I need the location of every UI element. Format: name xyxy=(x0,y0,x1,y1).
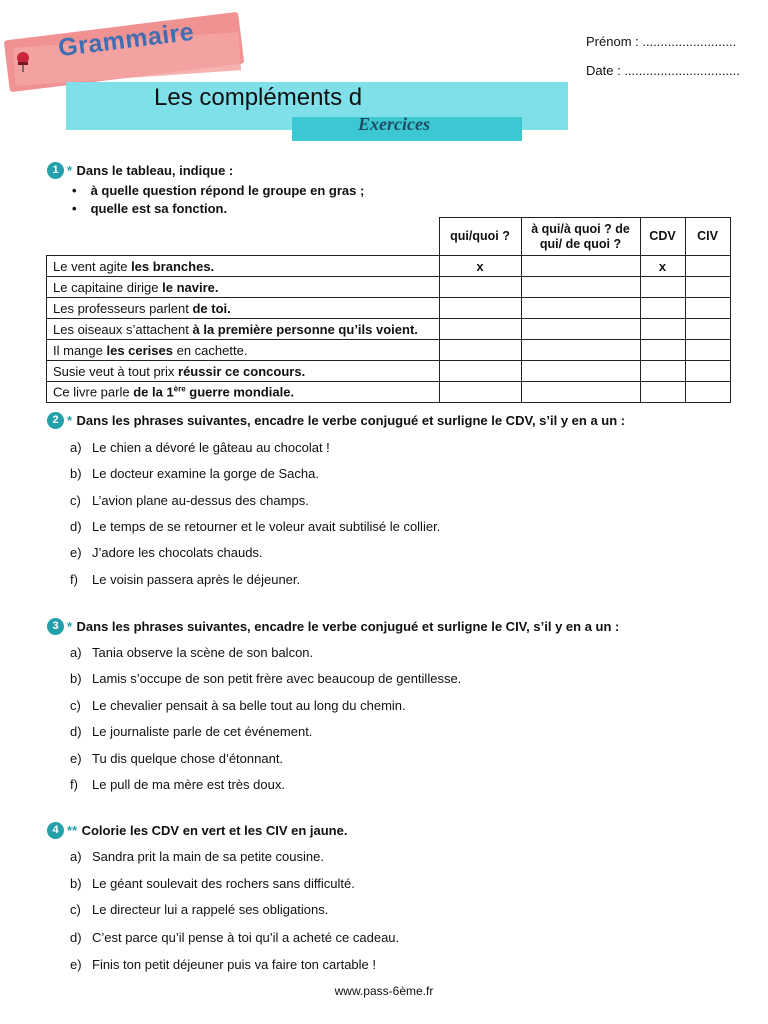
table-row xyxy=(47,256,731,277)
table-row xyxy=(47,340,731,361)
list-item: b) Lamis s’occupe de son petit frère avec beaucoup de gentillesse. xyxy=(70,671,462,686)
table-row xyxy=(47,319,731,340)
answer-cell[interactable] xyxy=(640,361,685,382)
exercise-number: 1 xyxy=(47,162,64,179)
answer-cell[interactable] xyxy=(439,340,521,361)
answer-cell[interactable] xyxy=(640,382,685,403)
answer-cell[interactable]: x xyxy=(439,256,521,277)
bullet-item: • à quelle question répond le groupe en gras ; xyxy=(72,183,365,198)
answer-cell[interactable] xyxy=(685,256,730,277)
list-item: d) C’est parce qu’il pense à toi qu’il a acheté ce cadeau. xyxy=(70,930,400,945)
answer-cell[interactable] xyxy=(685,382,730,403)
answer-cell[interactable] xyxy=(521,382,640,403)
answer-cell[interactable] xyxy=(439,277,521,298)
exercise-instruction: Colorie les CDV en vert et les CIV en jaune. xyxy=(81,823,348,838)
page-subtitle: Exercices xyxy=(358,114,430,134)
answer-cell[interactable] xyxy=(640,340,685,361)
list-item: c) L’avion plane au-dessus des champs. xyxy=(70,493,309,508)
answer-cell[interactable] xyxy=(439,319,521,340)
column-header: qui/quoi ? xyxy=(439,218,521,256)
list-item: e) J’adore les chocolats chauds. xyxy=(70,545,263,560)
exercise-3-heading xyxy=(67,618,619,636)
sentence-cell: Le vent agite les branches. xyxy=(47,256,440,277)
exercise-instruction: Dans les phrases suivantes, encadre le verbe conjugué et surligne le CDV, s’il y en a un : xyxy=(76,413,626,428)
answer-cell[interactable] xyxy=(439,382,521,403)
list-item: c) Le chevalier pensait à sa belle tout au long du chemin. xyxy=(70,698,406,713)
table-row xyxy=(47,382,731,403)
answer-cell[interactable] xyxy=(521,319,640,340)
table-row xyxy=(47,298,731,319)
sentence-cell: Susie veut à tout prix réussir ce concours. xyxy=(47,361,440,382)
sentence-cell: Les professeurs parlent de toi. xyxy=(47,298,440,319)
badge-label: Grammaire xyxy=(56,17,196,63)
list-item: b) Le docteur examine la gorge de Sacha. xyxy=(70,466,319,481)
exercise-number: 2 xyxy=(47,412,64,429)
exercise-4-heading xyxy=(67,822,347,840)
exercise-1-heading xyxy=(67,162,233,180)
list-item: f) Le pull de ma mère est très doux. xyxy=(70,777,285,792)
answer-cell[interactable] xyxy=(685,277,730,298)
sentence-cell: Le capitaine dirige le navire. xyxy=(47,277,440,298)
firstname-field[interactable]: Prénom : .......................... xyxy=(586,34,737,49)
answer-cell[interactable] xyxy=(685,319,730,340)
exercise-number: 4 xyxy=(47,822,64,839)
difficulty-stars: * xyxy=(67,163,73,178)
list-item: a) Tania observe la scène de son balcon. xyxy=(70,645,314,660)
list-item: e) Finis ton petit déjeuner puis va faire ton cartable ! xyxy=(70,957,376,972)
sentence-cell: Ce livre parle de la 1ère guerre mondiale. xyxy=(47,382,440,403)
pushpin-icon xyxy=(12,50,34,72)
list-item: a) Le chien a dévoré le gâteau au chocolat ! xyxy=(70,440,330,455)
answer-cell[interactable]: x xyxy=(640,256,685,277)
answer-cell[interactable] xyxy=(521,256,640,277)
answer-cell[interactable] xyxy=(640,319,685,340)
column-header: CDV xyxy=(640,218,685,256)
list-item: f) Le voisin passera après le déjeuner. xyxy=(70,572,301,587)
exercise-instruction: Dans les phrases suivantes, encadre le verbe conjugué et surligne le CIV, s’il y en a un : xyxy=(76,619,620,634)
answer-cell[interactable] xyxy=(640,298,685,319)
list-item: a) Sandra prit la main de sa petite cousine. xyxy=(70,849,324,864)
footer-url[interactable]: www.pass-6ème.fr xyxy=(334,984,434,998)
answer-cell[interactable] xyxy=(685,340,730,361)
sentence-cell: Il mange les cerises en cachette. xyxy=(47,340,440,361)
column-header: à qui/à quoi ? de qui/ de quoi ? xyxy=(521,218,640,256)
exercise-number: 3 xyxy=(47,618,64,635)
list-item: d) Le journaliste parle de cet événement. xyxy=(70,724,313,739)
table-row xyxy=(47,277,731,298)
exercise-2-heading xyxy=(67,412,625,430)
difficulty-stars: * xyxy=(67,413,73,428)
answer-cell[interactable] xyxy=(521,361,640,382)
answer-cell[interactable] xyxy=(640,277,685,298)
exercise-instruction: Dans le tableau, indique : xyxy=(76,163,234,178)
list-item: b) Le géant soulevait des rochers sans difficulté. xyxy=(70,876,355,891)
date-field[interactable]: Date : ................................ xyxy=(586,63,740,78)
list-item: c) Le directeur lui a rappelé ses obligations. xyxy=(70,902,329,917)
sentence-cell: Les oiseaux s’attachent à la première personne qu’ils voient. xyxy=(47,319,440,340)
answer-cell[interactable] xyxy=(521,277,640,298)
list-item: e) Tu dis quelque chose d’étonnant. xyxy=(70,751,284,766)
column-header: CIV xyxy=(685,218,730,256)
list-item: d) Le temps de se retourner et le voleur avait subtilisé le collier. xyxy=(70,519,441,534)
answer-cell[interactable] xyxy=(685,361,730,382)
page-title: Les compléments d xyxy=(154,84,363,111)
difficulty-stars: ** xyxy=(67,823,78,838)
table-row xyxy=(47,361,731,382)
answer-cell[interactable] xyxy=(521,298,640,319)
answer-cell[interactable] xyxy=(685,298,730,319)
bullet-item: • quelle est sa fonction. xyxy=(72,201,228,216)
exercise-table xyxy=(46,217,731,403)
difficulty-stars: * xyxy=(67,619,73,634)
answer-cell[interactable] xyxy=(439,361,521,382)
answer-cell[interactable] xyxy=(521,340,640,361)
answer-cell[interactable] xyxy=(439,298,521,319)
